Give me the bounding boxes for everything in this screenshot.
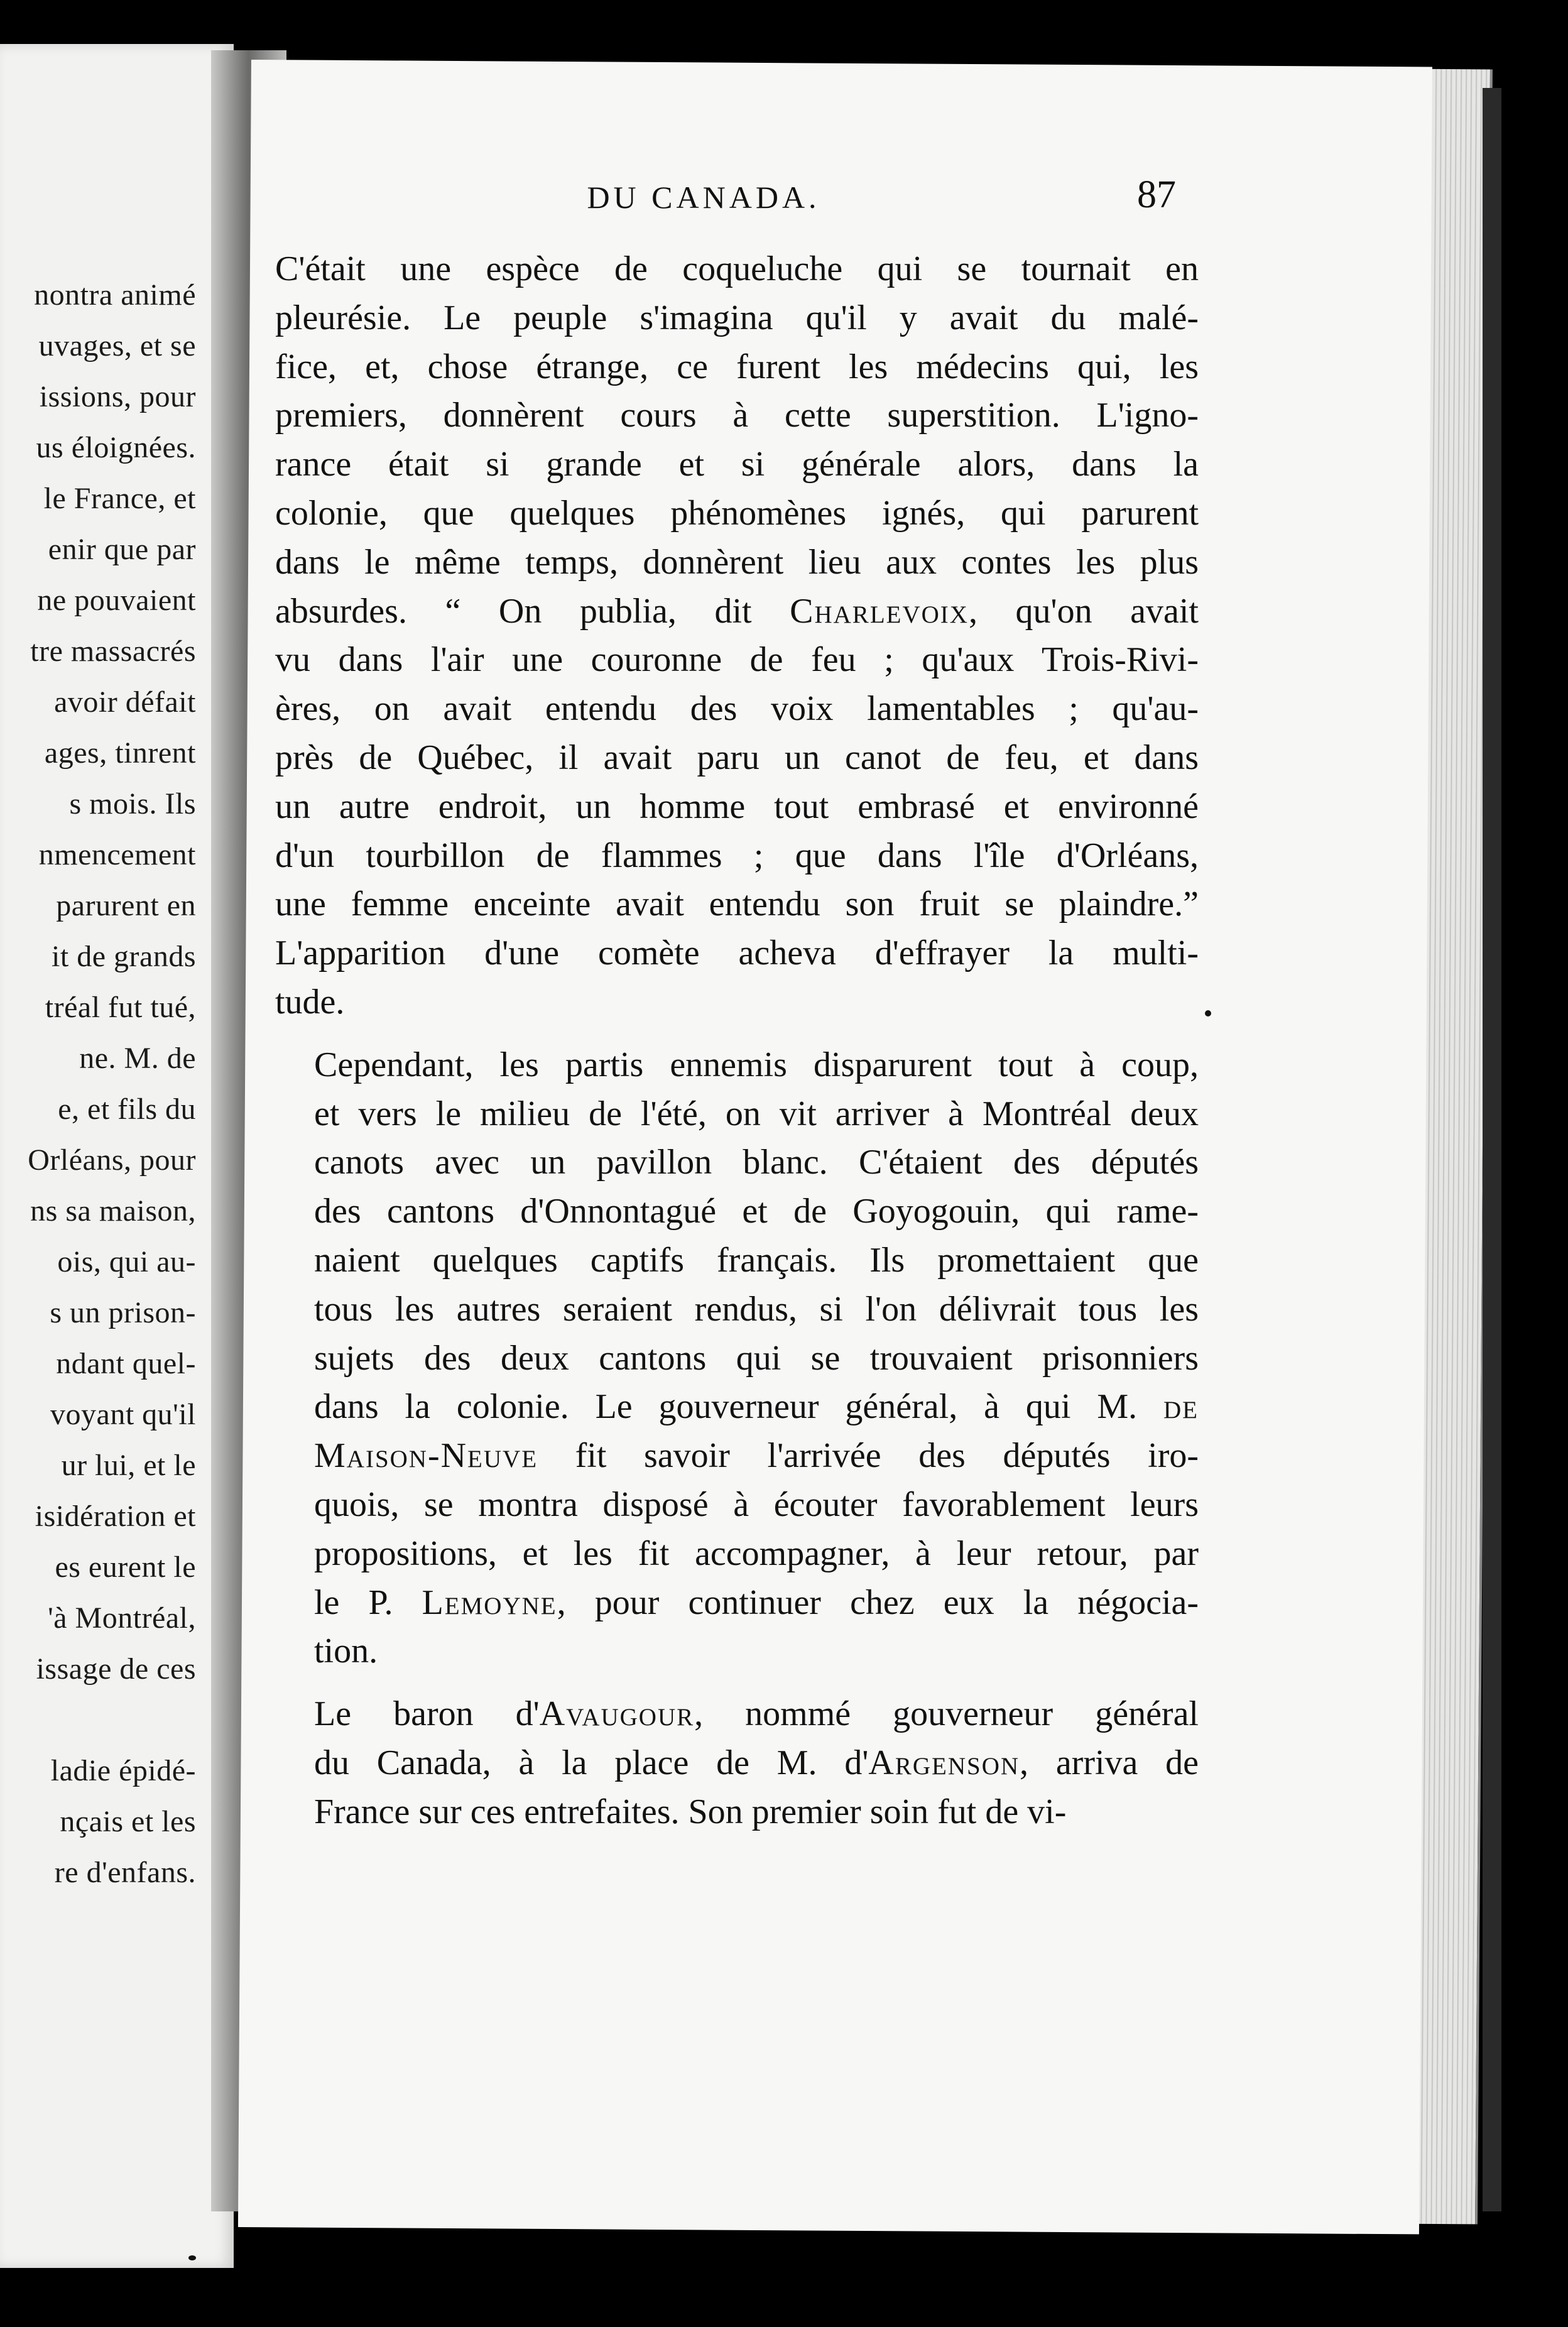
text-line: tion. [314,1632,378,1671]
text-line: L'apparition d'une comète acheva d'effrayer la multi- [275,934,1199,973]
left-page-line: ns sa maison, [30,1194,196,1228]
left-page-line: le France, et [43,482,196,515]
left-page-line: e, et fils du [58,1093,196,1126]
left-page-line: isidération et [35,1500,196,1533]
text-line: dans la colonie. Le gouverneur général, à qui M. de [314,1387,1199,1427]
text-line: Cependant, les partis ennemis disparurent tout à coup, [314,1045,1199,1084]
text-line: fice, et, chose étrange, ce furent les médecins qui, les [275,347,1199,386]
text-line: tous les autres seraient rendus, si l'on délivrait tous les [314,1289,1199,1329]
text-line: un autre endroit, un homme tout embrasé et environné [275,787,1199,826]
text-line: quois, se montra disposé à écouter favorablement leurs [314,1485,1199,1524]
left-page-line: Orléans, pour [28,1143,196,1177]
book-cover-edge [1483,88,1501,2211]
left-page-line: nmencement [38,838,196,871]
page-number: 87 [1137,173,1176,216]
text-line: absurdes. “ On publia, dit Charlevoix, qu'on avait [275,591,1199,631]
text-line: une femme enceinte avait entendu son fruit se plaindre.” [275,885,1199,924]
text-line: colonie, que quelques phénomènes ignés, qui parurent [275,493,1199,533]
left-page-line: nontra animé [34,278,196,312]
left-page-line: tréal fut tué, [45,991,196,1024]
text-line: des cantons d'Onnontagué et de Goyogouin, qui rame- [314,1192,1199,1231]
left-page-line: avoir défait [54,685,196,719]
left-page-line: nçais et les [60,1805,196,1838]
text-line: d'un tourbillon de flammes ; que dans l'île d'Orléans, [275,836,1199,875]
ink-speck [188,2255,196,2260]
text-line: Le baron d'Avaugour, nommé gouverneur général [314,1694,1199,1734]
text-line: ères, on avait entendu des voix lamentables ; qu'au- [275,689,1199,729]
text-line: sujets des deux cantons qui se trouvaient prisonniers [314,1338,1199,1378]
paragraph-3 [275,1690,1199,1836]
text-line: vu dans l'air une couronne de feu ; qu'aux Trois-Rivi- [275,640,1199,680]
left-page-line: issage de ces [36,1652,196,1686]
text-line: pleurésie. Le peuple s'imagina qu'il y avait du malé- [275,298,1199,337]
text-line: C'était une espèce de coqueluche qui se tournait en [275,249,1199,288]
left-page-line: s mois. Ils [69,787,196,820]
ink-speck [1205,1010,1211,1016]
left-page-line: ur lui, et le [61,1449,196,1482]
text-line: Maison-Neuve fit savoir l'arrivée des députés iro- [314,1436,1199,1476]
left-page-line: ndant quel- [56,1347,196,1380]
left-page-line: enir que par [48,533,196,566]
paragraph-2 [275,1041,1199,1676]
left-page-line: issions, pour [39,380,196,413]
left-page-line: uvages, et se [38,329,196,362]
running-head: DU CANADA. [587,180,820,215]
page-text [275,245,1199,1837]
left-page-line: parurent en [56,889,196,922]
left-page-line: it de grands [52,940,196,973]
left-page-line: ages, tinrent [44,736,196,770]
left-page-line: es eurent le [55,1550,196,1584]
text-line: rance était si grande et si générale alors, dans la [275,445,1199,484]
left-page [0,44,234,2268]
left-page-line: tre massacrés [30,635,196,668]
text-line: le P. Lemoyne, pour continuer chez eux la négocia- [314,1583,1199,1622]
text-line: près de Québec, il avait paru un canot de feu, et dans [275,738,1199,777]
text-line: naient quelques captifs français. Ils promettaient que [314,1240,1199,1280]
text-line: propositions, et les fit accompagner, à leur retour, par [314,1534,1199,1573]
text-line: tude. [275,982,345,1022]
text-line: du Canada, à la place de M. d'Argenson, arriva de [314,1743,1199,1782]
left-page-line: voyant qu'il [50,1398,196,1431]
left-page-line: ladie épidé- [50,1754,196,1787]
text-line: France sur ces entrefaites. Son premier soin fut de vi- [314,1792,1067,1831]
left-page-line: ois, qui au- [57,1245,196,1278]
left-page-line: ne pouvaient [37,584,196,617]
left-page-line: re d'enfans. [54,1856,196,1889]
left-page-line: 'à Montréal, [48,1601,196,1635]
text-line: canots avec un pavillon blanc. C'étaient des députés [314,1143,1199,1182]
left-page-line: us éloignées. [36,431,196,464]
text-line: premiers, donnèrent cours à cette superstition. L'igno- [275,396,1199,435]
text-line: dans le même temps, donnèrent lieu aux contes les plus [275,542,1199,582]
left-page-line: s un prison- [50,1296,196,1329]
left-page-line: ne. M. de [79,1042,196,1075]
text-line: et vers le milieu de l'été, on vit arriver à Montréal deux [314,1094,1199,1133]
paragraph-1 [275,245,1199,1027]
